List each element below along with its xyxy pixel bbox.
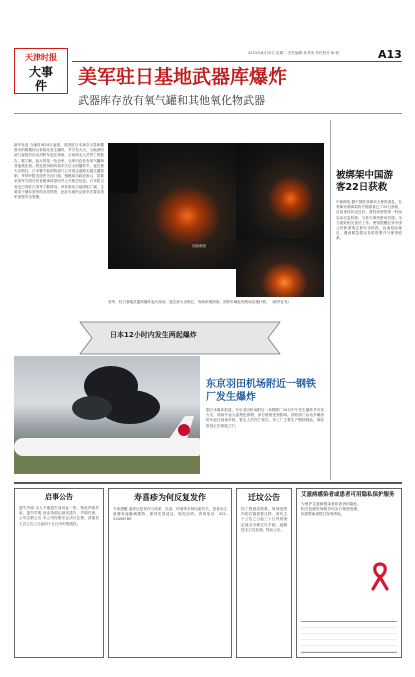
ad-box-2: [108, 488, 232, 658]
lead-subhead: 武器库存放有氧气罐和其他氧化物武器: [78, 94, 265, 107]
lead-photo-caption: 美军、驻日基地武器库爆炸起火现场，夜空被火光映红，现场浓烟滚滚。消防车辆赶到现场实施扑救。（新华社发）: [108, 300, 292, 304]
sidebar-divider: [330, 120, 331, 480]
bottom-rule: [14, 482, 402, 484]
ad2-body: 专家提醒 湿疹反复发作与体质、饮食、环境等多种因素有关，患者应注意避免接触刺激物，保持皮肤清洁，规范用药。咨询电话：022-23456789: [113, 507, 227, 522]
ad4-body: 为保护艾滋病感染者和患者的隐私，相关检测咨询服务均实行保密管理，如需帮助请拨打咨询热线。: [301, 502, 361, 517]
explosion-photo-night: [236, 239, 324, 297]
building-silhouette: [108, 143, 138, 193]
sidebar-body: 中新网电 据中国驻菲律宾大使馆消息，在菲律宾被绑架的中国游客已于22日获救，目前身体状况良好。我驻菲使馆第一时间启动应急机制，与菲方保持密切沟通，全力做好相关善后工作。使馆提醒在菲中国公民和游客注意安全防范，远离危险地区，遇到紧急情况及时报警并与使馆联系。: [336, 200, 402, 241]
photo-label: 视频截图: [192, 244, 206, 248]
ad4-title: 艾滋病感染者或患者可用隐私保护服务: [301, 492, 395, 498]
section-brand-box: [14, 48, 68, 94]
ad1-body: 遗失声明 本人不慎遗失身份证一张，特此声明作废。遗失声明 营业执照正副本遗失，声明作废。公司注销公告 本公司经股东会决议注销，请债权人自公告之日起四十五日内申报债权。: [19, 506, 99, 526]
ad-box-1: [14, 488, 104, 658]
lead-headline: 美军驻日基地武器库爆炸: [78, 66, 288, 88]
ad2-title: 寿喜疹为何反复发作: [134, 493, 206, 502]
ad3-title: 迁坟公告: [248, 493, 280, 502]
sidebar-headline: 被绑架中国游客22日获救: [336, 170, 394, 193]
smoke-plume-3: [72, 396, 112, 420]
lead-body-text: 新华社电 当地时间24日凌晨，美国驻日本神奈川县相模原市的相模综合补给站发生爆炸，并引发火灾。当地消防部门接报后出动消防车赶往现场，目前尚无人员伤亡的报告。据了解，起火的是一处仓库，仓库内存放有氧气罐和其他氧化物。附近居民称听到多次巨大的爆炸声，夜空被火光映红。日本警方和消防部门已对周边道路实施交通管制，并呼吁附近居民关闭门窗。相模原市政府表示，将要求美军方面尽快查明事故原因并公开相关信息。日本防卫省也已向驻日美军了解情况。该补给站占地面积广阔，主要用于储存美军的各类物资，此前当地民众曾多次要求美军加强安全管理。: [14, 143, 104, 200]
explosion-photo-wide: [236, 143, 324, 239]
ribbon-text: 日本12小时内发生两起爆炸: [110, 331, 197, 339]
airport-smoke-photo: [14, 356, 200, 474]
ad1-title: 启事公告: [45, 493, 73, 501]
airline-logo-icon: [178, 424, 190, 436]
brand-section-title: 大事件: [29, 65, 54, 93]
date-line: 2015年8月25日 星期二 责任编辑 孙秀美 责任校对 杨 帆: [248, 51, 340, 55]
red-ribbon-icon: [369, 561, 391, 591]
brand-top-text: 天津时报: [25, 52, 57, 62]
lead-rule: [14, 113, 402, 114]
second-body: 据日本媒体报道，东京羽田机场附近一家钢铁厂24日中午发生爆炸并引发火灾，现场升起大量黑色浓烟，部分航班受到影响。消防部门出动多辆消防车赶往现场扑救，暂无人员伤亡报告。该工厂主要生产钢铁制品，事故原因正在调查之中。: [206, 408, 324, 428]
masthead-rule: [72, 61, 402, 62]
ad4-table: [301, 621, 397, 653]
ad-box-3: [236, 488, 292, 658]
ad3-body: 因工程建设需要，规划范围内的坟墓需要迁移，请坟主于公告之日起三十日内到指定地点办理迁坟手续，逾期按无主坟处理。特此公告。: [241, 507, 287, 532]
ad-box-4: [296, 488, 402, 658]
page-number: A13: [378, 48, 402, 61]
ground-strip: [14, 456, 200, 474]
second-headline: 东京羽田机场附近一钢铁厂发生爆炸: [206, 379, 316, 403]
